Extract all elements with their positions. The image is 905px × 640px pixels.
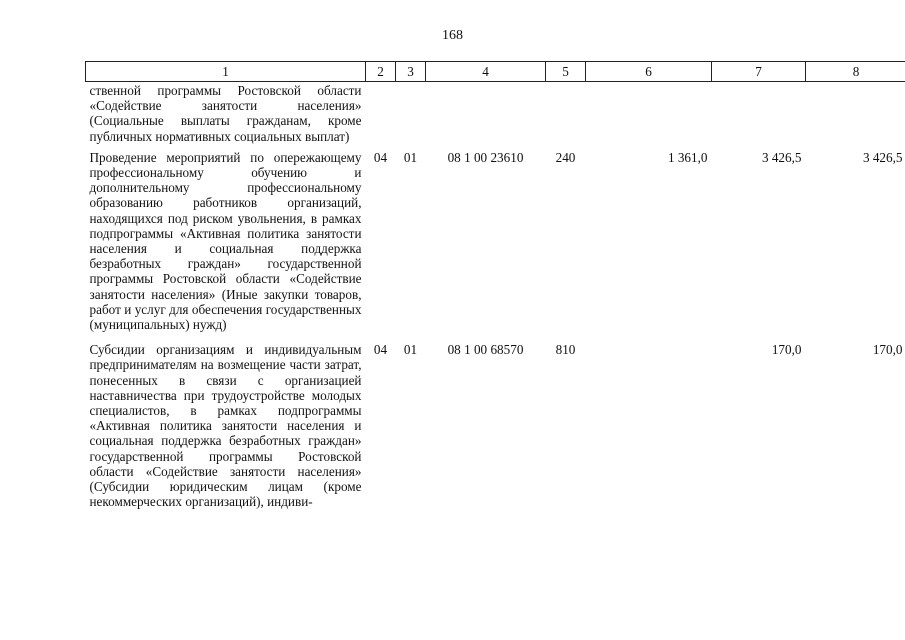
column-header: 7: [712, 62, 806, 82]
cell-subsection: [396, 82, 426, 147]
row-description: ственной программы Ростовской области «Содействие занятости населения» (Социальные выплаты гражданам, кроме публичных нормативных социальных выплат): [89, 83, 362, 144]
column-header: 6: [586, 62, 712, 82]
cell-amount-7: 3 426,5: [761, 149, 802, 165]
row-description: Субсидии организациям и индивидуальным предпринимателям на возмещение части затрат, понесенных в связи с организацией наставничества при трудоустройстве молодых специалистов, в рамках подпрограммы «Активная политика занятости населения и социальная поддержка безработных граждан» государственной программы Ростовской области «Содействие занятости населения» (Субсидии юридическим лицам (кроме некоммерческих организаций), индиви-: [89, 342, 362, 510]
cell-amount-7: [712, 82, 806, 147]
table-row: [86, 341, 905, 509]
cell-amount-8: 3 426,5: [862, 149, 903, 165]
row-description: Проведение мероприятий по опережающему профессиональному обучению и дополнительному профессиональному образованию работников организаций, находящихся под риском увольнения, в рамках подпрограммы «Активная политика занятости населения и социальная поддержка безработных граждан» государственной программы Ростовской области «Содействие занятости населения» (Иные закупки товаров, работ и услуг для обеспечения государственных (муниципальных) нужд): [89, 149, 362, 333]
column-header: 2: [366, 62, 396, 82]
column-header: 5: [546, 62, 586, 82]
cell-section: 04: [373, 342, 388, 358]
cell-expense-type: 810: [555, 342, 576, 358]
cell-target-code: 08 1 00 68570: [447, 342, 524, 358]
header-row: [86, 62, 905, 82]
column-header: 8: [806, 62, 905, 82]
cell-amount-6: 1 361,0: [667, 149, 708, 165]
budget-table: [85, 61, 905, 509]
cell-target-code: 08 1 00 23610: [447, 149, 524, 165]
cell-expense-type: 240: [555, 149, 576, 165]
cell-section: [366, 82, 396, 147]
cell-subsection: 01: [403, 342, 418, 358]
column-header: 3: [396, 62, 426, 82]
table-header: [86, 62, 905, 82]
page-number: 168: [442, 28, 463, 43]
column-header: 4: [426, 62, 546, 82]
column-header: 1: [86, 62, 366, 82]
cell-section: 04: [373, 149, 388, 165]
cell-amount-7: 170,0: [771, 342, 802, 358]
cell-amount-6: [586, 82, 712, 147]
cell-expense-type: [546, 82, 586, 147]
cell-subsection: 01: [403, 149, 418, 165]
cell-amount-8: 170,0: [872, 342, 903, 358]
table-row: [86, 147, 905, 341]
cell-target-code: [426, 82, 546, 147]
cell-amount-8: [806, 82, 905, 147]
table-row: [86, 82, 905, 147]
cell-amount-6: [586, 341, 712, 509]
